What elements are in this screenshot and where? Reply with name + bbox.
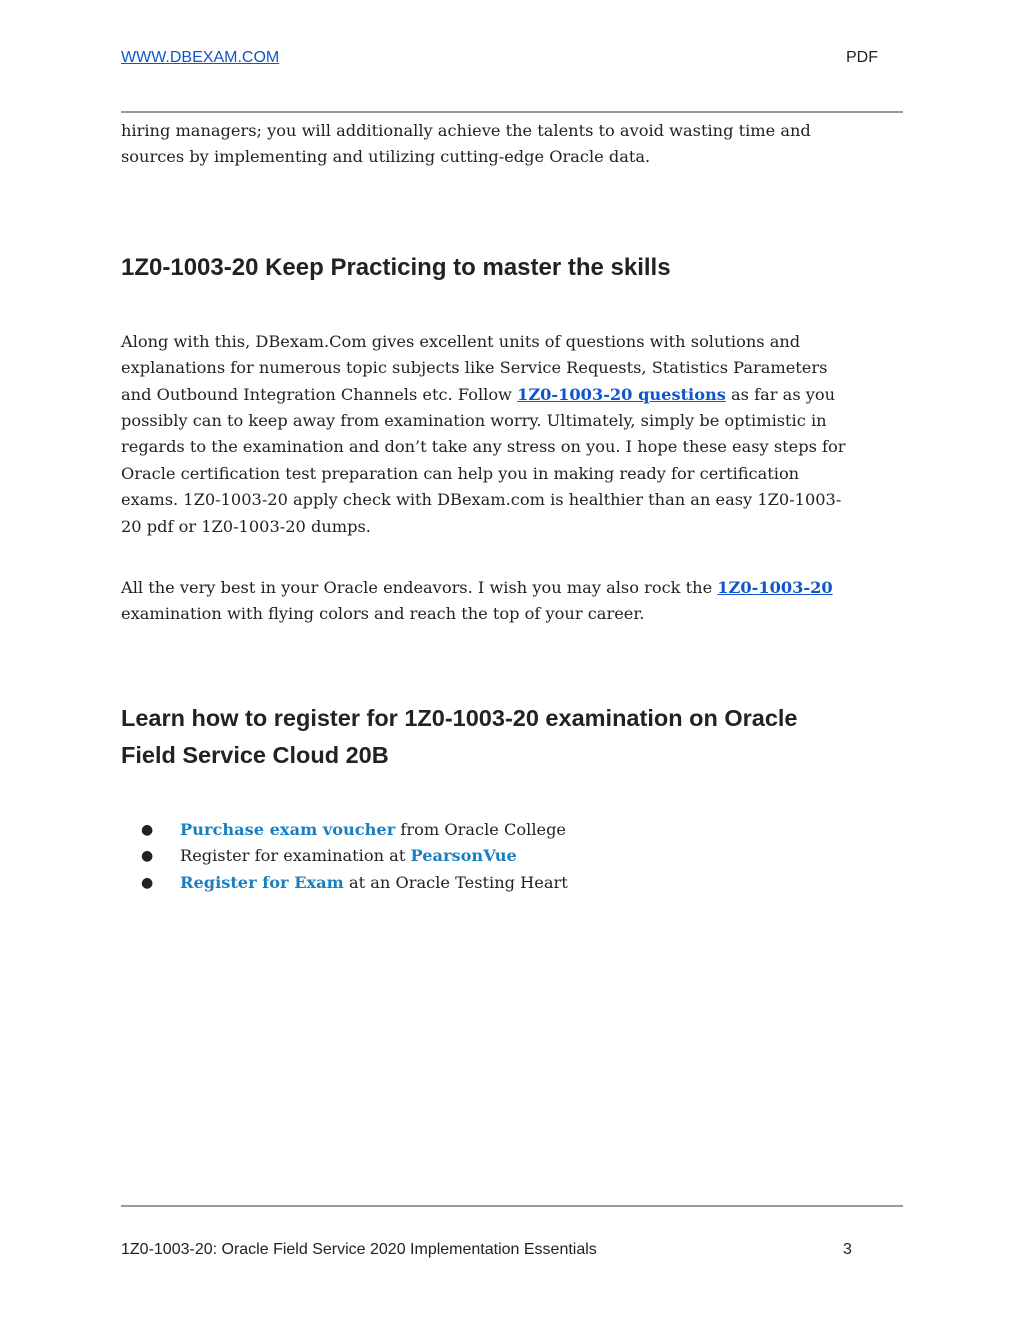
practice-line-6: Oracle certification test preparation can help you in making ready for certification <box>121 463 800 483</box>
practice-line-3a: and Outbound Integration Channels etc. Follow <box>121 384 518 404</box>
exam-code-link[interactable]: 1Z0-1003-20 <box>717 578 833 598</box>
header-label: PDF <box>846 49 878 66</box>
bullet-icon: ● <box>141 848 154 865</box>
list-item <box>121 870 903 896</box>
intro-paragraph <box>121 118 903 171</box>
bullet-text-before: Register for examination at <box>180 846 411 866</box>
list-item <box>121 817 903 843</box>
section-heading-practice: 1Z0-1003-20 Keep Practicing to master the skills <box>121 253 671 281</box>
site-link[interactable]: WWW.DBEXAM.COM <box>121 49 280 66</box>
practice-line-8: 20 pdf or 1Z0-1003-20 dumps. <box>121 516 371 536</box>
register-exam-link[interactable]: Register for Exam <box>180 872 344 892</box>
intro-line-1: hiring managers; you will additionally achieve the talents to avoid wasting time and <box>121 121 811 140</box>
practice-line-3b: as far as you <box>725 384 836 404</box>
questions-link[interactable]: 1Z0-1003-20 questions <box>517 384 726 404</box>
register-heading-line-2: Field Service Cloud 20B <box>121 741 389 768</box>
bullet-icon: ● <box>141 821 154 838</box>
footer-divider <box>121 1205 903 1207</box>
list-item <box>121 843 903 869</box>
practice-line-2: explanations for numerous topic subjects like Service Requests, Statistics Parameters <box>121 358 828 378</box>
practice-line-4: possibly can to keep away from examination worry. Ultimately, simply be optimistic in <box>121 411 827 431</box>
practice-paragraph <box>121 329 903 540</box>
pearsonvue-link[interactable]: PearsonVue <box>410 846 517 866</box>
intro-line-2: sources by implementing and utilizing cutting-edge Oracle data. <box>121 147 651 167</box>
header-divider <box>121 111 903 113</box>
purchase-voucher-link[interactable]: Purchase exam voucher <box>180 819 396 839</box>
practice-line-7: exams. 1Z0-1003-20 apply check with DBexam.com is healthier than an easy 1Z0-1003- <box>121 490 842 510</box>
bullet-text-after: from Oracle College <box>395 819 567 839</box>
bullet-icon: ● <box>141 874 154 891</box>
register-steps-list <box>121 817 903 896</box>
register-heading-line-1: Learn how to register for 1Z0-1003-20 examination on Oracle <box>121 704 798 731</box>
closing-line-2: examination with flying colors and reach the top of your career. <box>121 604 645 624</box>
page-content <box>121 118 903 896</box>
page-number: 3 <box>843 1241 852 1258</box>
closing-line-1: All the very best in your Oracle endeavors. I wish you may also rock the <box>121 578 718 598</box>
closing-paragraph <box>121 575 903 628</box>
practice-line-5: regards to the examination and don’t take any stress on you. I hope these easy steps for <box>121 437 846 457</box>
bullet-text-after: at an Oracle Testing Heart <box>343 872 568 892</box>
practice-line-1: Along with this, DBexam.Com gives excellent units of questions with solutions and <box>121 331 801 351</box>
section-heading-register <box>121 700 903 774</box>
footer-title: 1Z0-1003-20: Oracle Field Service 2020 Implementation Essentials <box>121 1241 597 1258</box>
